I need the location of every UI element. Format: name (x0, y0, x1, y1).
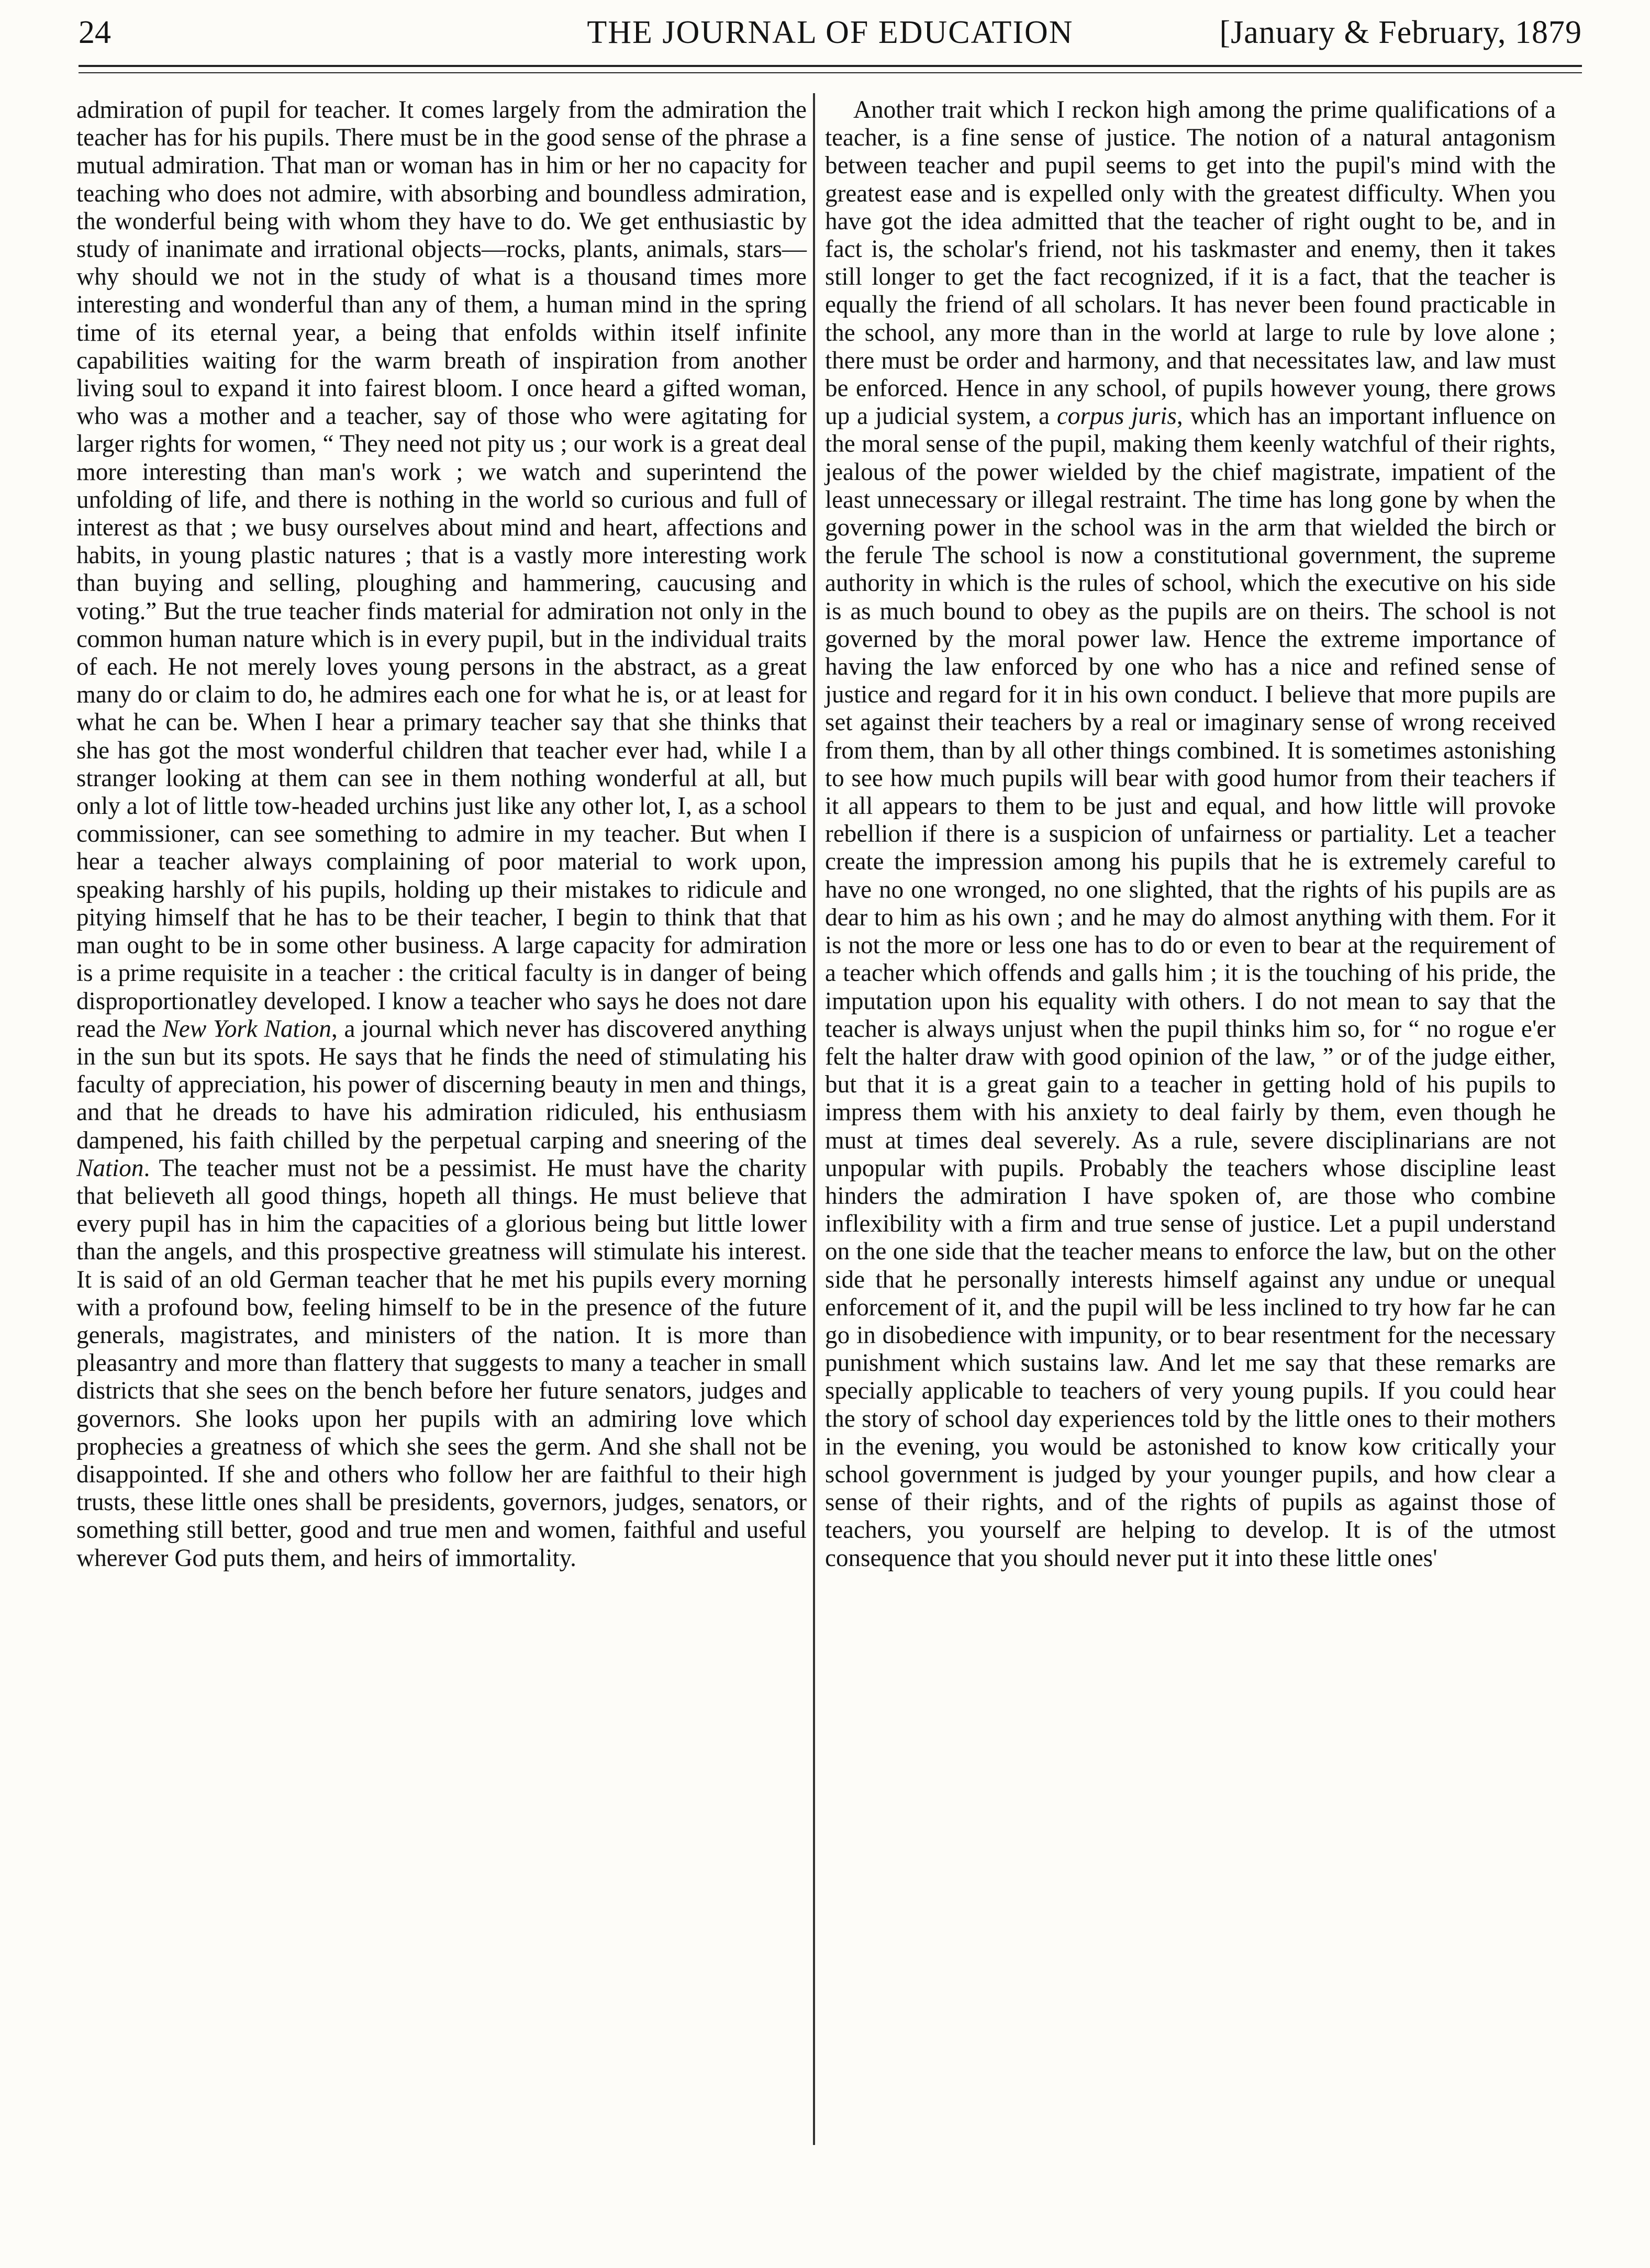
header-rule-thin (79, 72, 1582, 73)
paragraph-admiration (76, 96, 807, 1572)
journal-title: THE JOURNAL OF EDUCATION (587, 15, 1074, 50)
left-column (76, 96, 807, 1572)
text-run: , which has an important influence on the moral sense of the pupil, making them keenly watchful of their rights, jealous of the power wielded by the chief magistrate, impatient of the least unnecessary or illegal restraint. The time has long gone by when the governing power in the school was in the arm that wielded the birch or the ferule The school is now a constitutional government, the supreme authority in which is the rules of school, which the executive on his side is as much bound to obey as the pupils are on theirs. The school is not governed by the moral power law. Hence the extreme importance of having the law enforced by one who has a nice and refined sense of justice and regard for it in his own conduct. I believe that more pupils are set against their teachers by a real or imaginary sense of wrong received from them, than by all other things combined. It is sometimes astonishing to see how much pupils will bear with good humor from their teachers if it all appears to them to be just and equal, and how little will provoke rebellion if there is a suspicion of unfairness or partiality. Let a teacher create the impression among his pupils that he is extremely careful to have no one wronged, no one slighted, that the rights of his pupils are as dear to him as his own ; and he may do almost anything with them. For it is not the more or less one has to do or even to bear at the requirement of a teacher which offends and galls him ; it is the touching of his pride, the imputation upon his equality with others. I do not mean to say that the teacher is always unjust when the pupil thinks him so, for “ no rogue e'er felt the halter draw with good opinion of the law, ” or of the judge either, but that it is a great gain to a teacher in getting hold of his pupils to impress them with his anxiety to deal fairly by them, even though he must at times deal severely. As a rule, severe disciplinarians are not unpopular with pupils. Probably the teachers whose discipline least hinders the admiration I have spoken of, are those who combine inflexibility with a firm and true sense of justice. Let a pupil understand on the one side that the teacher means to enforce the law, but on the other side that he personally interests himself against any undue or unequal enforcement of it, and the pupil will be less inclined to try how far he can go in disobedience with impunity, or to bear resentment for the necessary punishment which sustains law. And let me say that these remarks are specially applicable to teachers of very young pupils. If you could hear the story of school day experiences told by the little ones to their mothers in the evening, you would be astonished to know kow critically your school government is judged by your younger pupils, and how clear a sense of their rights, and of the rights of pupils as against those of teachers, you yourself are helping to develop. It is of the utmost consequence that you should never put it into these little ones' (825, 403, 1556, 1572)
paragraph-justice (825, 96, 1556, 1572)
right-column (825, 96, 1556, 1572)
text-run: Another trait which I reckon high among the prime qualifications of a teacher, is a fine sense of justice. The notion of a natural antagonism between teacher and pupil seems to get into the pupil's mind with the greatest ease and is expelled only with the greatest difficulty. When you have got the idea admitted that the teacher of right ought to be, and in fact is, the scholar's friend, not his taskmaster and enemy, then it takes still longer to get the fact recognized, if it is a fact, that the teacher is equally the friend of all scholars. It has never been found practicable in the school, any more than in the world at large to rule by love alone ; there must be order and harmony, and that necessitates law, and law must be enforced. Hence in any school, of pupils however young, there grows up a judicial system, a (825, 96, 1556, 430)
running-header (79, 12, 1582, 53)
header-rule (79, 65, 1582, 67)
column-divider (813, 93, 815, 2145)
emphasis-new-york-nation: New York Nation (162, 1015, 331, 1043)
issue-date: [January & February, 1879 (1219, 15, 1582, 50)
page-number: 24 (79, 15, 111, 50)
text-run: admiration of pupil for teacher. It comes largely from the admiration the teacher has for his pupils. There must be in the good sense of the phrase a mutual admiration. That man or woman has in him or her no capacity for teaching who does not admire, with absorbing and boundless admiration, the wonderful being with whom they have to do. We get enthusiastic by study of inanimate and irrational objects—rocks, plants, animals, stars—why should we not in the study of what is a thousand times more interesting and wonderful than any of them, a human mind in the spring time of its eternal year, a being that enfolds within itself infinite capabilities waiting for the warm breath of inspiration from another living soul to expand it into fairest bloom. I once heard a gifted woman, who was a mother and a teacher, say of those who were agitating for larger rights for women, “ They need not pity us ; our work is a great deal more interesting than man's work ; we watch and superintend the unfolding of life, and there is nothing in the world so curious and full of interest as that ; we busy ourselves about mind and heart, affections and habits, in young plastic natures ; that is a vastly more interesting work than buying and selling, ploughing and hammering, caucusing and voting.” But the true teacher finds material for admiration not only in the common human nature which is in every pupil, but in the individual traits of each. He not merely loves young persons in the abstract, as a great many do or claim to do, he admires each one for what he is, or at least for what he can be. When I hear a primary teacher say that she thinks that she has got the most wonderful children that teacher ever had, while I a stranger looking at them can see in them nothing wonderful at all, but only a lot of little tow-headed urchins just like any other lot, I, as a school commissioner, can see something to admire in my teacher. But when I hear a teacher always complaining of poor material to work upon, speaking harshly of his pupils, holding up their mistakes to ridicule and pitying himself that he has to be their teacher, I begin to think that that man ought to be in some other business. A large capacity for admiration is a prime requisite in a teacher : the critical faculty is in danger of being disproportionatley developed. I know a teacher who says he does not dare read the (76, 96, 807, 1043)
emphasis-nation: Nation (76, 1154, 144, 1182)
text-run: , a journal which never has discovered anything in the sun but its spots. He says that he finds the need of stimulating his faculty of appreciation, his power of discerning beauty in men and things, and that he dreads to have his admiration ridiculed, his enthusiasm dampened, his faith chilled by the perpetual carping and sneering of the (76, 1015, 807, 1154)
emphasis-corpus-juris: corpus juris (1056, 403, 1177, 430)
text-run: . The teacher must not be a pessimist. He must have the charity that believeth all good things, hopeth all things. He must believe that every pupil has in him the capacities of a glorious being but little lower than the angels, and this prospective greatness will stimulate his interest. It is said of an old German teacher that he met his pupils every morning with a profound bow, feeling himself to be in the presence of the future generals, magistrates, and ministers of the nation. It is more than pleasantry and more than flattery that suggests to many a teacher in small districts that she sees on the bench before her future senators, judges and governors. She looks upon her pupils with an admiring love which prophecies a greatness of which she sees the germ. And she shall not be disappointed. If she and others who follow her are faithful to their high trusts, these little ones shall be presidents, governors, judges, senators, or something still better, good and true men and women, faithful and useful wherever God puts them, and heirs of immortality. (76, 1154, 807, 1572)
